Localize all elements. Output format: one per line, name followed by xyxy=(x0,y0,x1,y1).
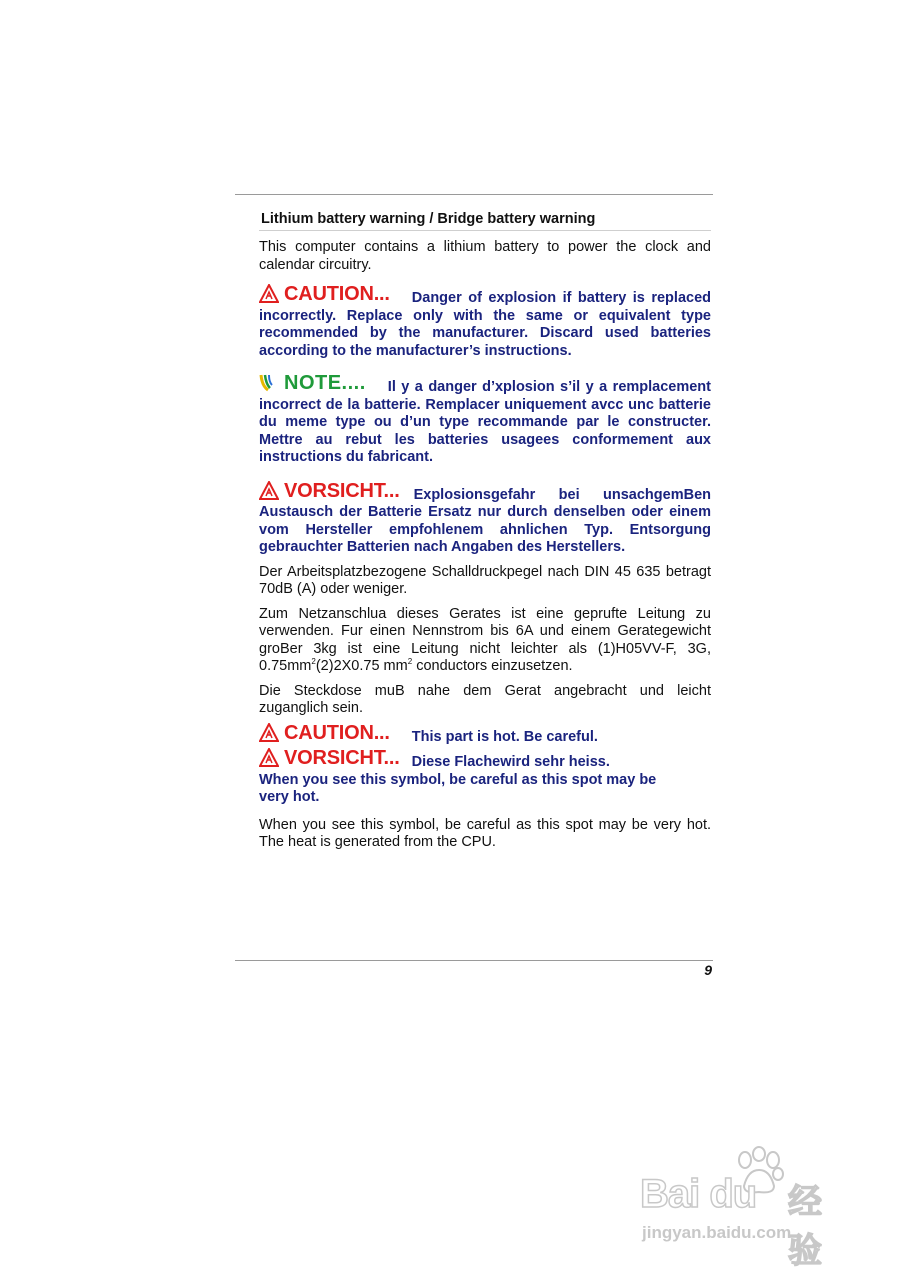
vorsicht-hot-text: Diese Flachewird sehr heiss. xyxy=(411,754,610,770)
hot-symbol-warning: When you see this symbol, be careful as this spot may be very hot. xyxy=(259,771,657,805)
vorsicht-block-battery xyxy=(259,479,711,557)
power-cord-text-1: Zum Netzanschlua dieses Gerates ist eine geprufte Leitung zu verwenden. Fur einen Nennstrom bis 6A und einem Gerategewicht groBer 3kg ist eine Leitung nicht leichter als (1)H05VV-F, 3G, 0.75mm xyxy=(259,605,711,674)
warning-triangle-icon xyxy=(259,748,279,767)
vorsicht-text: Explosionsgefahr bei unsachgemBen Austausch der Batterie Ersatz nur durch denselben oder einem vom Hersteller empfohlenem ahnlichen Typ. Entsorgung gebrauchter Batterien nach Angaben des Herstellers. xyxy=(259,486,711,555)
warning-triangle-icon xyxy=(259,481,279,500)
warning-triangle-icon xyxy=(259,723,279,742)
vorsicht-block-hot xyxy=(259,747,711,772)
watermark-brand-cn: 经验 xyxy=(788,1182,822,1271)
warning-triangle-icon xyxy=(259,284,279,303)
caution-hot-heading-text: CAUTION... xyxy=(284,721,390,744)
caution-heading xyxy=(259,284,390,304)
caution-text: Danger of explosion if battery is replaced incorrectly. Replace only with the same or equivalent type recommended by the manufacturer. Discard used batteries according to the manufacturer’s instructions. xyxy=(259,290,711,359)
power-cord-sup-2: 2 xyxy=(407,657,413,666)
watermark-brand: Bai du xyxy=(640,1172,757,1216)
power-cord-text-3: conductors einzusetzen. xyxy=(412,658,573,674)
page-content xyxy=(259,209,711,859)
power-cord-paragraph xyxy=(259,606,711,676)
page-number: 9 xyxy=(704,962,712,978)
power-cord-text-2: (2)2X0.75 mm xyxy=(315,658,408,674)
section-title: Lithium battery warning / Bridge battery warning xyxy=(259,209,711,231)
caution-heading-text: CAUTION... xyxy=(284,283,390,305)
vorsicht-heading xyxy=(259,481,400,501)
note-icon xyxy=(259,372,279,392)
intro-paragraph: This computer contains a lithium battery to power the clock and calendar circuitry. xyxy=(259,239,711,273)
caution-block-battery xyxy=(259,283,711,360)
socket-paragraph: Die Steckdose muB nahe dem Gerat angebracht und leicht zuganglich sein. xyxy=(259,682,711,716)
note-heading-text: NOTE.... xyxy=(284,372,366,394)
vorsicht-heading-text: VORSICHT... xyxy=(284,479,400,502)
note-text: Il y a danger d’xplosion s’il y a remplacement incorrect de la batterie. Remplacer uniquement avcc unc batterie du meme type ou d’un type recommande par le constructer. Mettre au rebut les batteries usagees conformement aux instructions du fabricant. xyxy=(259,379,711,465)
heat-paragraph: When you see this symbol, be careful as this spot may be very hot. The heat is generated from the CPU. xyxy=(259,816,711,850)
caution-hot-text: This part is hot. Be careful. xyxy=(411,728,598,745)
vorsicht-hot-heading-text: VORSICHT... xyxy=(284,747,400,769)
watermark-url: jingyan.baidu.com xyxy=(642,1223,792,1242)
caution-block-hot xyxy=(259,721,711,747)
noise-paragraph: Der Arbeitsplatzbezogene Schalldruckpegel nach DIN 45 635 betragt 70dB (A) oder weniger. xyxy=(259,563,711,597)
power-cord-sup-1: 2 xyxy=(311,657,316,666)
caution-hot-heading xyxy=(259,723,390,743)
baidu-watermark xyxy=(640,1140,855,1271)
vorsicht-hot-heading xyxy=(259,748,400,768)
note-heading xyxy=(259,372,366,393)
note-block xyxy=(259,374,711,467)
top-rule xyxy=(235,194,713,195)
bottom-rule xyxy=(235,960,713,961)
